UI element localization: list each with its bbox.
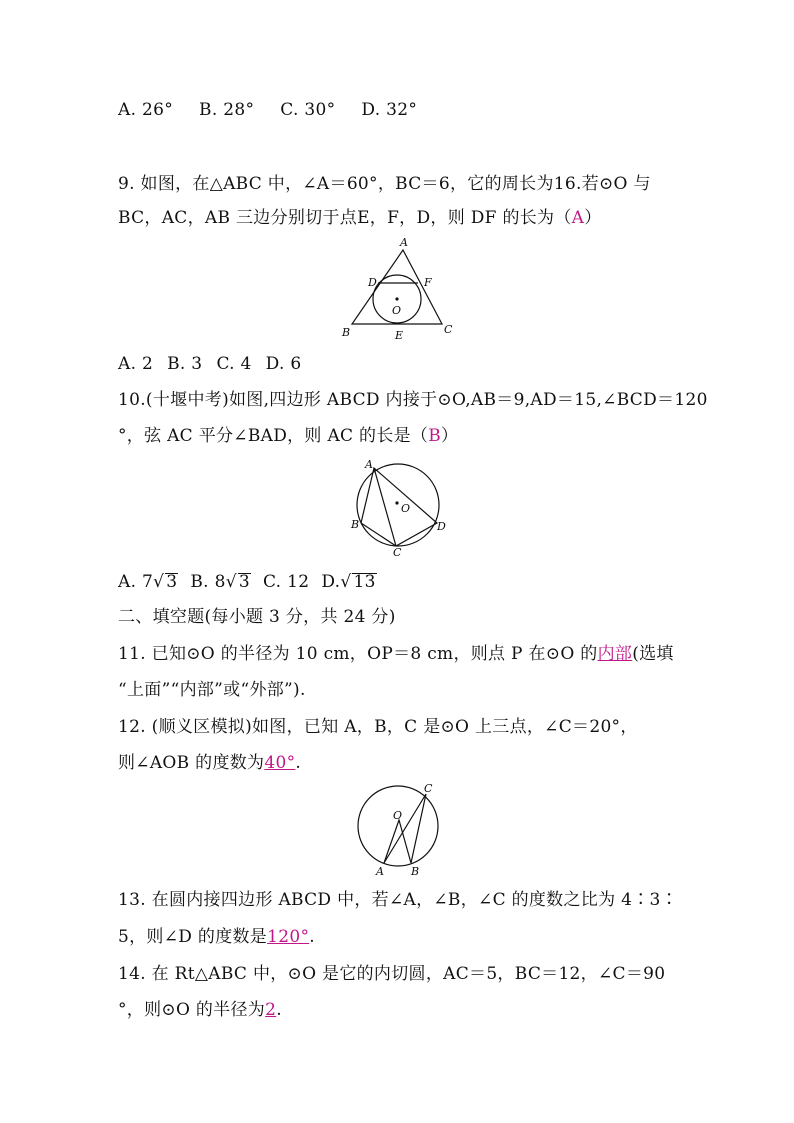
section-heading: 二、填空题(每小题 3 分，共 24 分): [118, 607, 396, 627]
q12-label-c: C: [424, 782, 433, 795]
q8-option-d: D. 32°: [361, 100, 418, 120]
q10-quadrilateral: [361, 468, 437, 546]
q8-option-b: B. 28°: [199, 100, 255, 120]
q8-option-c: C. 30°: [280, 100, 336, 120]
q10-circle: [357, 464, 439, 546]
q10-figure: [344, 456, 448, 558]
q9-stem-close: ）: [584, 208, 602, 228]
q9-options: [118, 354, 302, 374]
q10-label-d: D: [437, 520, 446, 533]
q12-stem-line1: 12. (顺义区模拟)如图，已知 A，B，C 是⊙O 上三点，∠C＝20°，: [118, 717, 638, 737]
q10-options: [118, 572, 377, 592]
q14-answer: 2: [265, 1000, 277, 1020]
q12-angle-acb: [384, 794, 426, 863]
q10-option-b-radicand: 3: [238, 572, 250, 592]
q9-option-a: A. 2: [118, 354, 154, 374]
q9-label-e: E: [395, 329, 404, 342]
q14-stem-text: °，则⊙O 的半径为: [118, 1000, 266, 1020]
q10-stem-close: ）: [441, 426, 459, 446]
q11-stem-line2: “上面”“内部”或“外部”).: [118, 680, 306, 700]
q10-option-b: B. 8√ 3: [190, 572, 250, 592]
q11-answer: 内部: [597, 644, 633, 664]
q12-stem-line2: [118, 753, 301, 773]
q13-stem-line1: 13. 在圆内接四边形 ABCD 中，若∠A，∠B，∠C 的度数之比为 4∶3∶: [118, 890, 678, 910]
q11-stem-tail: (选填: [632, 644, 674, 664]
q8-options: [118, 100, 443, 120]
q9-stem-line2: [118, 208, 602, 228]
q9-label-o: O: [392, 304, 402, 317]
q10-option-d: D.√ 13: [321, 572, 376, 592]
q9-stem-line1: 9. 如图，在△ABC 中，∠A＝60°，BC＝6，它的周长为16.若⊙O 与: [118, 174, 651, 194]
q12-label-a: A: [376, 865, 384, 878]
q12-label-b: B: [411, 865, 420, 878]
q10-answer: B: [428, 426, 442, 446]
q12-answer: 40°: [264, 753, 296, 773]
q9-label-b: B: [342, 326, 351, 339]
q9-label-d: D: [368, 276, 377, 289]
q10-option-b-coef: B. 8: [190, 572, 226, 592]
q9-label-c: C: [444, 323, 453, 336]
q9-stem-text: BC，AC，AB 三边分别切于点E，F，D，则 DF 的长为（: [118, 208, 572, 228]
q9-answer: A: [571, 208, 585, 228]
q14-stem-close: .: [276, 1000, 282, 1020]
q10-option-a-coef: A. 7: [118, 572, 154, 592]
q9-figure: [340, 236, 460, 342]
q12-stem-text: 则∠AOB 的度数为: [118, 753, 265, 773]
q9-label-f: F: [424, 276, 432, 289]
q8-option-a: A. 26°: [118, 100, 174, 120]
q10-option-c: C. 12: [262, 572, 310, 592]
q12-circle: [358, 786, 438, 866]
q10-label-o: O: [401, 502, 411, 515]
q9-center-dot: [395, 297, 398, 300]
q10-stem-text: °，弦 AC 平分∠BAD，则 AC 的长是（: [118, 426, 429, 446]
q10-option-a-radicand: 3: [166, 572, 178, 592]
q9-option-d: D. 6: [265, 354, 302, 374]
q14-stem-line1: 14. 在 Rt△ABC 中，⊙O 是它的内切圆，AC＝5，BC＝12，∠C＝90: [118, 964, 666, 984]
q13-stem-line2: [118, 927, 315, 947]
q10-option-d-coef: D.: [321, 572, 341, 592]
q9-option-b: B. 3: [167, 354, 203, 374]
q10-label-c: C: [393, 546, 402, 558]
q11-stem-text: 11. 已知⊙O 的半径为 10 cm，OP＝8 cm，则点 P 在⊙O 的: [118, 644, 598, 664]
q13-answer: 120°: [267, 927, 310, 947]
q10-stem-line1: 10.(十堰中考)如图,四边形 ABCD 内接于⊙O,AB＝9,AD＝15,∠BCD＝120: [118, 390, 708, 410]
q14-stem-line2: [118, 1000, 282, 1020]
q12-figure: [350, 782, 444, 878]
q10-label-b: B: [351, 518, 360, 531]
q10-option-d-radicand: 13: [353, 572, 376, 592]
q9-option-c: C. 4: [216, 354, 252, 374]
q11-stem-line1: [118, 644, 674, 664]
q10-label-a: A: [365, 458, 373, 471]
q13-stem-close: .: [309, 927, 315, 947]
q9-label-a: A: [400, 236, 408, 249]
q10-stem-line2: [118, 426, 458, 446]
q10-option-a: A. 7√ 3: [118, 572, 178, 592]
q10-center-dot: [395, 501, 398, 504]
q12-stem-close: .: [295, 753, 302, 773]
q13-stem-text: 5，则∠D 的度数是: [118, 927, 268, 947]
q12-label-o: O: [393, 809, 403, 822]
